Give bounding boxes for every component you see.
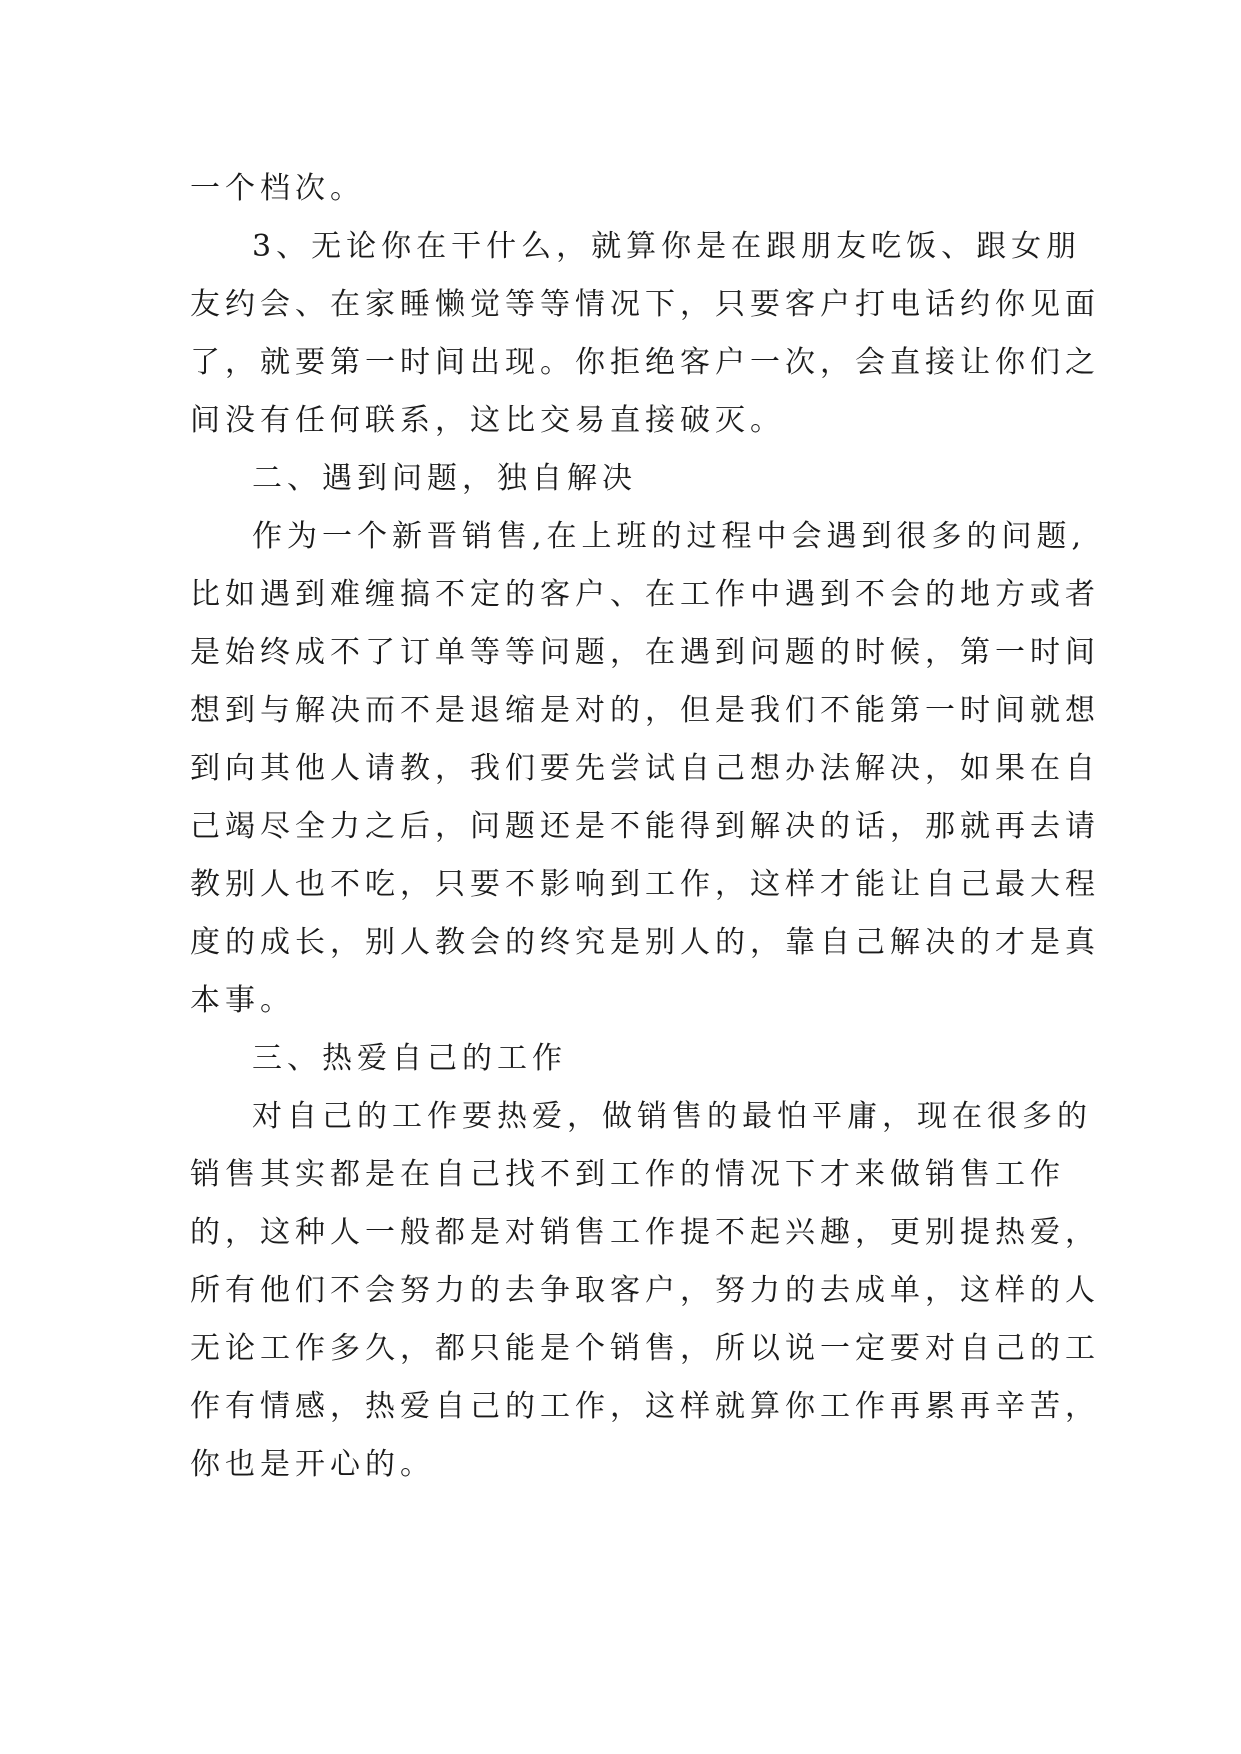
text-line: 想到与解决而不是退缩是对的，但是我们不能第一时间就想 — [190, 693, 1100, 728]
text-line: 作有情感，热爱自己的工作，这样就算你工作再累再辛苦， — [190, 1389, 1100, 1424]
text-line: 了，就要第一时间出现。你拒绝客户一次，会直接让你们之 — [190, 345, 1100, 380]
paragraph-section-3 — [190, 1088, 1100, 1494]
text-line: 友约会、在家睡懒觉等等情况下，只要客户打电话约你见面 — [190, 287, 1100, 322]
paragraph-section-2 — [190, 508, 1100, 1030]
section-heading-3 — [190, 1030, 1070, 1088]
text-line: 销售其实都是在自己找不到工作的情况下才来做销售工作 — [190, 1157, 1065, 1192]
heading-text: 三、热爱自己的工作 — [252, 1041, 567, 1076]
text-line: 间没有任何联系，这比交易直接破灭。 — [190, 403, 785, 438]
text-line: 的，这种人一般都是对销售工作提不起兴趣，更别提热爱， — [190, 1215, 1100, 1250]
text-line: 比如遇到难缠搞不定的客户、在工作中遇到不会的地方或者 — [190, 577, 1100, 612]
text-line: 无论工作多久，都只能是个销售，所以说一定要对自己的工 — [190, 1331, 1100, 1366]
text-line: 作为一个新晋销售,在上班的过程中会遇到很多的问题, — [252, 519, 1087, 554]
text-line: 己竭尽全力之后，问题还是不能得到解决的话，那就再去请 — [190, 809, 1100, 844]
text-line: 是始终成不了订单等等问题，在遇到问题的时候，第一时间 — [190, 635, 1100, 670]
document-body — [190, 160, 1100, 1494]
text-line: 到向其他人请教，我们要先尝试自己想办法解决，如果在自 — [190, 751, 1100, 786]
text-line: 本事。 — [190, 983, 295, 1018]
text-line: 你也是开心的。 — [190, 1447, 435, 1482]
section-heading-2 — [190, 450, 1070, 508]
text-line: 教别人也不吃，只要不影响到工作，这样才能让自己最大程 — [190, 867, 1100, 902]
text-line: 对自己的工作要热爱，做销售的最怕平庸，现在很多的 — [252, 1099, 1092, 1134]
text-line: 3、无论你在干什么，就算你是在跟朋友吃饭、跟女朋 — [252, 229, 1082, 264]
paragraph-intro-tail — [190, 160, 1070, 218]
text-line: 所有他们不会努力的去争取客户，努力的去成单，这样的人 — [190, 1273, 1100, 1308]
text-line: 度的成长，别人教会的终究是别人的，靠自己解决的才是真 — [190, 925, 1100, 960]
text-line: 一个档次。 — [190, 171, 365, 206]
paragraph-point-3 — [190, 218, 1100, 450]
heading-text: 二、遇到问题，独自解决 — [252, 461, 637, 496]
